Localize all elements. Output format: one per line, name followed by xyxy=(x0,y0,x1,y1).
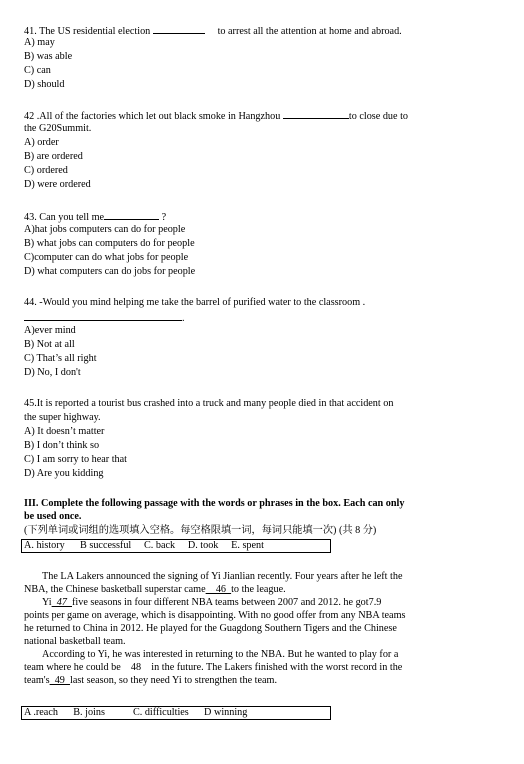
question-44-stem: 44. -Would you mind helping me take the barrel of purified water to the classroom . xyxy=(24,297,366,308)
q42-stem-part-a: 42 .All of the factories which let out black smoke in Hangzhou xyxy=(24,111,281,122)
option-c: C) I am sorry to hear that xyxy=(24,454,127,465)
option-a: A)ever mind xyxy=(24,325,76,336)
option-b: B) I don’t think so xyxy=(24,440,100,451)
q43-stem-part-b: ? xyxy=(161,212,167,223)
question-43-stem xyxy=(24,210,166,224)
passage-paragraph-2-line-4: national basketball team. xyxy=(24,636,126,647)
option-b: B) what jobs can computers do for people xyxy=(24,238,195,249)
section-instruction: (下列单词或词组的选项填入空格。每空格限填一词，每词只能填一次) (共 8 分) xyxy=(24,525,377,536)
answer-blank xyxy=(104,210,159,220)
option-a: A) may xyxy=(24,37,55,48)
option-c: C) can xyxy=(24,65,51,76)
question-42-stem xyxy=(24,109,408,123)
passage-text: NBA, the Chinese basketball superstar came xyxy=(24,584,206,595)
passage-text: five seasons in four different NBA teams between 2007 and 2012. he got7.9 xyxy=(72,597,382,608)
word-box: A .reach B. joins C. difficulties D winning xyxy=(21,706,331,720)
passage-text: Yi xyxy=(42,597,52,608)
section-heading-continued: be used once. xyxy=(24,511,82,522)
answer-blank xyxy=(153,24,205,34)
reply-line xyxy=(24,311,185,325)
option-d: D) should xyxy=(24,79,65,90)
option-d: D) Are you kidding xyxy=(24,468,104,479)
reply-line-end: . xyxy=(182,313,185,324)
question-41-stem xyxy=(24,24,402,38)
passage-paragraph-3-line-2: team where he could be 48 in the future. The Lakers finished with the worst record in the xyxy=(24,662,403,673)
q41-stem-part-a: 41. The US residential election xyxy=(24,26,151,37)
option-a: A) It doesn’t matter xyxy=(24,426,105,437)
passage-paragraph-1-line-1: The LA Lakers announced the signing of Yi Jianlian recently. Four years after he left the xyxy=(42,571,403,582)
word-box: A. history B successful C. back D. took E. spent xyxy=(21,539,331,553)
blank-47: 47 xyxy=(51,597,72,608)
option-c: C) ordered xyxy=(24,165,68,176)
question-45-stem-continued: the super highway. xyxy=(24,412,101,423)
option-c: C)computer can do what jobs for people xyxy=(24,252,189,263)
passage-paragraph-2-line-1 xyxy=(42,597,381,609)
question-45-stem: 45.It is reported a tourist bus crashed into a truck and many people died in that accident on xyxy=(24,398,394,409)
passage-text: team's xyxy=(24,675,50,686)
blank-49: 49 xyxy=(49,675,70,686)
passage-paragraph-3-line-3 xyxy=(24,675,277,687)
option-b: B) are ordered xyxy=(24,151,83,162)
option-d: D) were ordered xyxy=(24,179,91,190)
answer-blank xyxy=(24,311,182,321)
option-c: C) That’s all right xyxy=(24,353,97,364)
passage-paragraph-1-line-2 xyxy=(24,584,286,596)
passage-paragraph-2-line-2: points per game on average, which is disappointing. With no good offer from any NBA teams xyxy=(24,610,406,621)
option-d: D) what computers can do jobs for people xyxy=(24,266,196,277)
section-heading: III. Complete the following passage with the words or phrases in the box. Each can only xyxy=(24,498,405,509)
question-42-stem-continued: the G20Summit. xyxy=(24,123,92,134)
passage-paragraph-2-line-3: he returned to China in 2012. He played for the Guagdong Southern Tigers and the Chinese xyxy=(24,623,397,634)
blank-46: 46 xyxy=(205,584,232,595)
option-a: A) order xyxy=(24,137,59,148)
option-a: A)hat jobs computers can do for people xyxy=(24,224,186,235)
passage-paragraph-3-line-1: According to Yi, he was interested in returning to the NBA. But he wanted to play for a xyxy=(42,649,399,660)
q43-stem-part-a: 43. Can you tell me xyxy=(24,212,105,223)
option-d: D) No, I don't xyxy=(24,367,81,378)
passage-text: to the league. xyxy=(231,584,286,595)
passage-text: last season, so they need Yi to strengthen the team. xyxy=(69,675,277,686)
option-b: B) Not at all xyxy=(24,339,75,350)
q41-stem-part-b: to arrest all the attention at home and abroad. xyxy=(217,26,402,37)
answer-blank xyxy=(283,109,349,119)
q42-stem-part-b: to close due to xyxy=(348,111,409,122)
option-b: B) was able xyxy=(24,51,73,62)
